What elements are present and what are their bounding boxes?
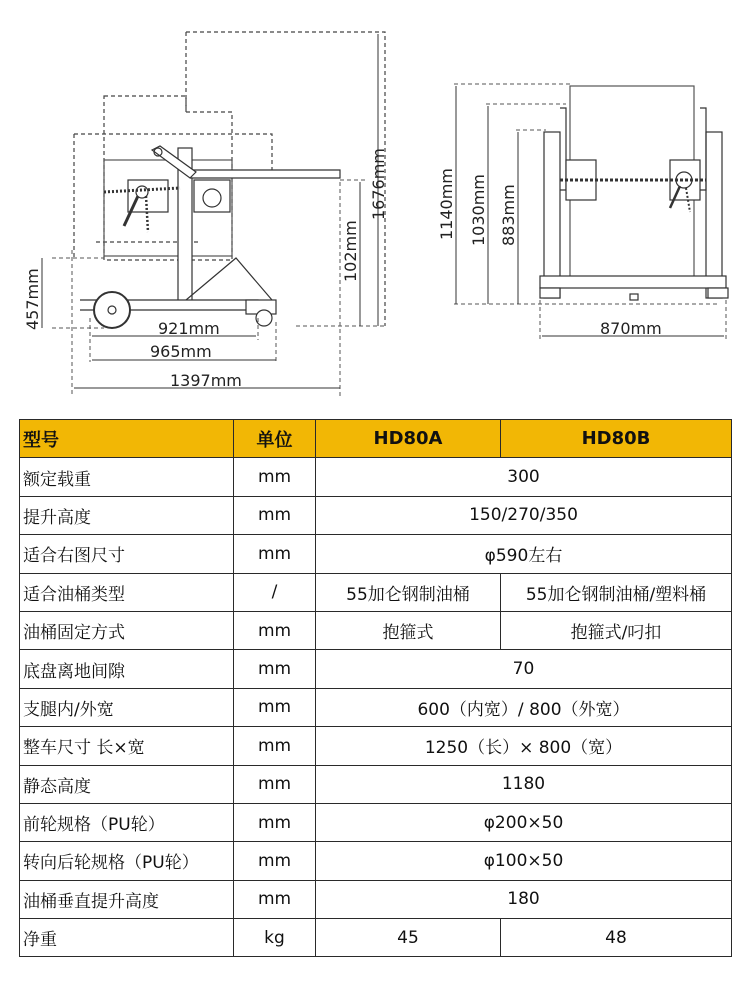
- dim-965: 965mm: [150, 342, 212, 361]
- row-label: 支腿内/外宽: [20, 688, 234, 726]
- table-row: [20, 650, 732, 688]
- row-label: 适合右图尺寸: [20, 535, 234, 573]
- table-row: [20, 919, 732, 957]
- dim-883: 883mm: [499, 184, 518, 246]
- row-value-hd80a: 抱箍式: [316, 611, 501, 649]
- dim-1397: 1397mm: [170, 371, 242, 390]
- table-header-row: [20, 420, 732, 458]
- table-row: [20, 727, 732, 765]
- row-unit: mm: [234, 842, 316, 880]
- table-row: [20, 535, 732, 573]
- table-row: [20, 880, 732, 918]
- dim-457: 457mm: [23, 268, 42, 330]
- row-value: 180: [316, 880, 732, 918]
- row-unit: mm: [234, 803, 316, 841]
- row-unit: mm: [234, 496, 316, 534]
- row-label: 油桶垂直提升高度: [20, 880, 234, 918]
- row-unit: mm: [234, 535, 316, 573]
- row-value: φ100×50: [316, 842, 732, 880]
- technical-drawing: [0, 0, 750, 410]
- row-value-hd80a: 45: [316, 919, 501, 957]
- row-label: 油桶固定方式: [20, 611, 234, 649]
- row-value: 1250（长）× 800（宽）: [316, 727, 732, 765]
- row-label: 前轮规格（PU轮）: [20, 803, 234, 841]
- row-unit: mm: [234, 688, 316, 726]
- table-row: [20, 496, 732, 534]
- row-value: 300: [316, 458, 732, 496]
- table-row: [20, 573, 732, 611]
- row-label: 净重: [20, 919, 234, 957]
- row-value-hd80b: 48: [501, 919, 732, 957]
- row-value: φ200×50: [316, 803, 732, 841]
- dim-1030: 1030mm: [469, 174, 488, 246]
- row-value-hd80b: 抱箍式/叼扣: [501, 611, 732, 649]
- dim-1676: 1676mm: [369, 148, 388, 220]
- row-value-hd80a: 55加仑钢制油桶: [316, 573, 501, 611]
- row-unit: mm: [234, 611, 316, 649]
- header-hd80b: HD80B: [501, 420, 732, 458]
- dim-870: 870mm: [600, 319, 662, 338]
- table-row: [20, 842, 732, 880]
- spec-table: [19, 419, 732, 957]
- table-row: [20, 611, 732, 649]
- row-value: 1180: [316, 765, 732, 803]
- row-label: 适合油桶类型: [20, 573, 234, 611]
- row-value: 600（内宽）/ 800（外宽）: [316, 688, 732, 726]
- row-label: 底盘离地间隙: [20, 650, 234, 688]
- row-label: 额定载重: [20, 458, 234, 496]
- row-value-hd80b: 55加仑钢制油桶/塑料桶: [501, 573, 732, 611]
- dim-921: 921mm: [158, 319, 220, 338]
- row-unit: mm: [234, 765, 316, 803]
- dim-1140: 1140mm: [437, 168, 456, 240]
- row-unit: kg: [234, 919, 316, 957]
- table-row: [20, 688, 732, 726]
- row-value: 70: [316, 650, 732, 688]
- row-unit: /: [234, 573, 316, 611]
- header-hd80a: HD80A: [316, 420, 501, 458]
- table-row: [20, 765, 732, 803]
- dim-102: 102mm: [341, 220, 360, 282]
- front-view: [454, 84, 728, 340]
- row-unit: mm: [234, 880, 316, 918]
- row-unit: mm: [234, 458, 316, 496]
- row-label: 整车尺寸 长×宽: [20, 727, 234, 765]
- header-unit: 单位: [234, 420, 316, 458]
- table-row: [20, 803, 732, 841]
- row-value: 150/270/350: [316, 496, 732, 534]
- table-row: [20, 458, 732, 496]
- side-view: [42, 32, 386, 396]
- row-unit: mm: [234, 650, 316, 688]
- row-unit: mm: [234, 727, 316, 765]
- header-model: 型号: [20, 420, 234, 458]
- row-label: 转向后轮规格（PU轮）: [20, 842, 234, 880]
- row-label: 提升高度: [20, 496, 234, 534]
- row-value: φ590左右: [316, 535, 732, 573]
- row-label: 静态高度: [20, 765, 234, 803]
